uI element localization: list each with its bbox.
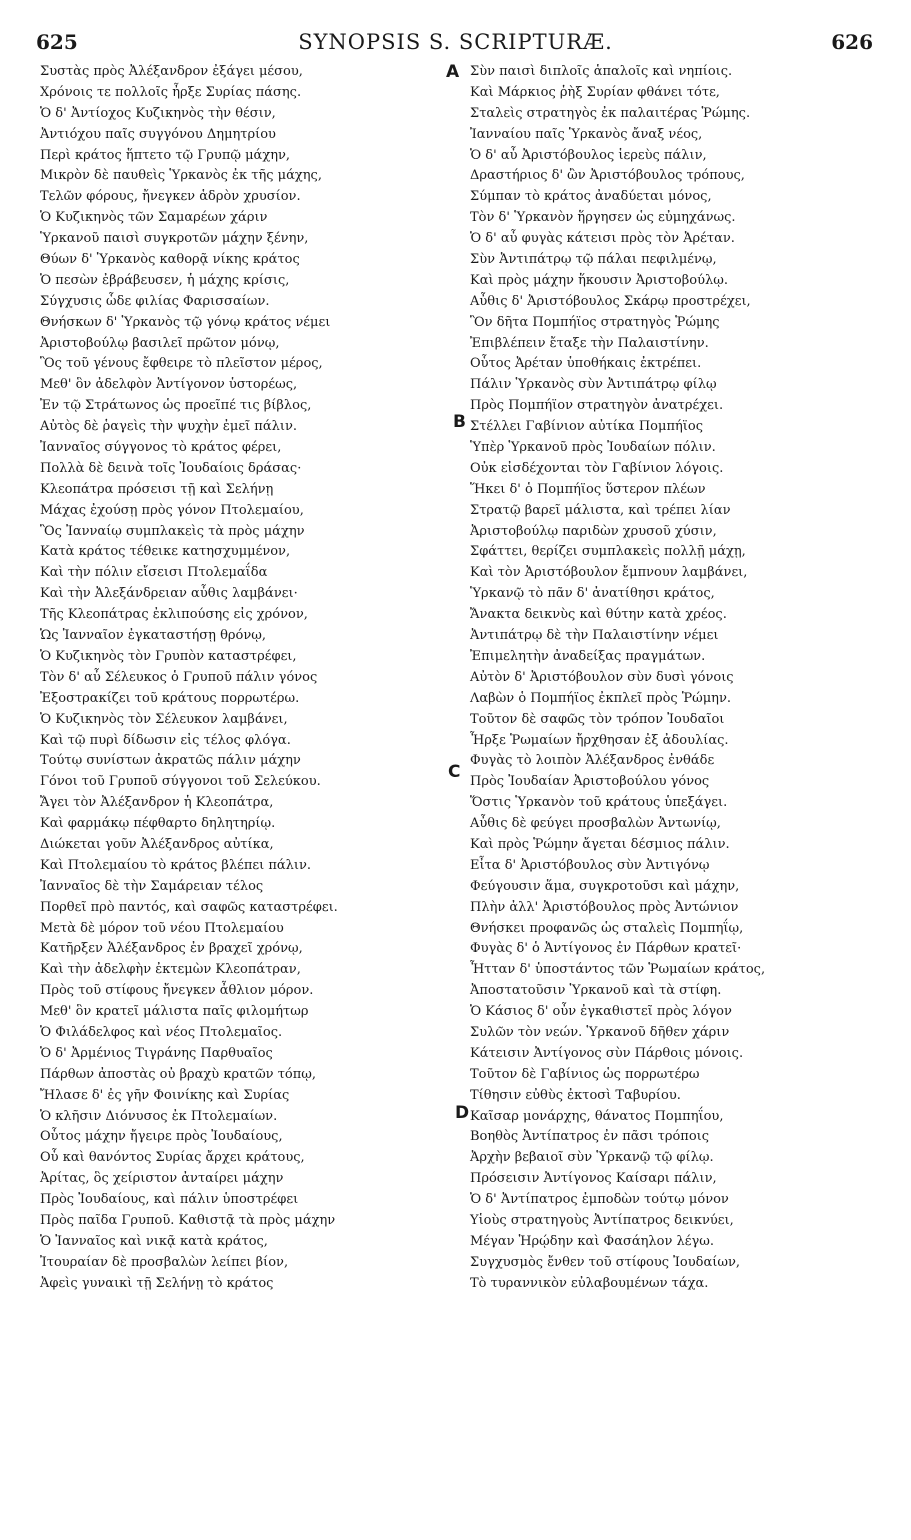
verse-line: Καὶ πρὸς μάχην ἥκουσιν Ἀριστοβούλῳ. [470, 272, 728, 288]
verse-line: Ἀντιόχου παῖς συγγόνου Δημητρίου [40, 126, 276, 142]
verse-line: Ἦτταν δ' ὑποστάντος τῶν Ῥωμαίων κράτος, [470, 962, 766, 978]
verse-line: Σὺν Ἀντιπάτρῳ τῷ πάλαι πεφιλμένῳ, [470, 252, 717, 268]
verse-line: Ἰανναῖος σύγγονος τὸ κράτος φέρει, [40, 440, 282, 456]
verse-line: Μέγαν Ἡρῴδην καὶ Φασάηλον λέγω. [470, 1233, 715, 1249]
verse-line: Ἐν τῷ Στράτωνος ὡς προεῖπέ τις βίβλος, [40, 398, 312, 414]
verse-line: Ἰανναῖος δὲ τὴν Σαμάρειαν τέλος [40, 878, 264, 894]
verse-line: Αὐτὸς δὲ ῥαγεὶς τὴν ψυχὴν ἐμεῖ πάλιν. [40, 419, 297, 435]
verse-line: Οὗτος Ἀρέταν ὑποθήκαις ἐκτρέπει. [470, 356, 702, 372]
verse-line: Τὸ τυραννικὸν εὐλαβουμένων τάχα. [470, 1275, 709, 1291]
verse-line: Συγχυσμὸς ἔνθεν τοῦ στίφους Ἰουδαίων, [470, 1254, 740, 1270]
verse-line: Καὶ Πτολεμαίου τὸ κράτος βλέπει πάλιν. [40, 857, 312, 873]
verse-line: Λαβὼν ὁ Πομπήϊος ἐκπλεῖ πρὸς Ῥώμην. [470, 690, 731, 706]
verse-line: Σφάττει, θερίζει συμπλακεὶς πολλῇ μάχῃ, [470, 544, 746, 560]
section-marker-d: D [455, 1103, 470, 1123]
verse-line: Σὺν παισὶ διπλοῖς ἁπαλοῖς καὶ νηπίοις. [470, 64, 733, 79]
verse-line: Θνήσκει προφανῶς ὡς σταλεὶς Πομπηΐῳ, [470, 920, 744, 936]
verse-line: Βοηθὸς Ἀντίπατρος ἐν πᾶσι τρόποις [470, 1129, 710, 1145]
verse-line: Τελῶν φόρους, ἤνεγκεν ἁδρὸν χρυσίον. [40, 189, 301, 205]
verse-line: Φυγὰς τὸ λοιπὸν Ἀλέξανδρος ἐνθάδε [470, 753, 715, 769]
verse-line: Μικρὸν δὲ παυθεὶς Ὑρκανὸς ἐκ τῆς μάχης, [40, 168, 322, 184]
verse-line: Καὶ Μάρκιος ῥὴξ Συρίαν φθάνει τότε, [470, 84, 720, 100]
section-marker-a: A [446, 62, 460, 82]
verse-line: Αὐτὸν δ' Ἀριστόβουλον σὺν δυσὶ γόνοις [470, 669, 734, 685]
verse-line: Τοῦτον δὲ σαφῶς τὸν τρόπον Ἰουδαῖοι [470, 711, 725, 727]
verse-line: Πρὸς Πομπήϊον στρατηγὸν ἀνατρέχει. [470, 398, 724, 414]
verse-line: Φεύγουσιν ἅμα, συγκροτοῦσι καὶ μάχην, [470, 878, 740, 894]
verse-line: Ὁ Κυζικηνὸς τῶν Σαμαρέων χάριν [40, 210, 268, 226]
verse-line: Ἥκει δ' ὁ Πομπήϊος ὕστερον πλέων [470, 481, 706, 497]
verse-line: Ὁ Κυζικηνὸς τὸν Σέλευκον λαμβάνει, [40, 711, 288, 727]
verse-line: Κατὰ κράτος τέθεικε κατησχυμμένον, [40, 544, 291, 560]
verse-line: Ὁ κλῆσιν Διόνυσος ἐκ Πτολεμαίων. [40, 1108, 278, 1124]
verse-line: Ὁ δ' Ἀντίοχος Κυζικηνὸς τὴν θέσιν, [40, 105, 276, 121]
verse-line: Πρὸς τοῦ στίφους ἤνεγκεν ἆθλιον μόρον. [40, 983, 314, 999]
verse-line: Γόνοι τοῦ Γρυποῦ σύγγονοι τοῦ Σελεύκου. [40, 774, 321, 790]
verse-line: Υἱοὺς στρατηγοὺς Ἀντίπατρος δεικνύει, [470, 1212, 734, 1228]
verse-line: Καὶ τὴν πόλιν εἴσεισι Πτολεμαΐδα [40, 565, 268, 581]
verse-line: Ἐπιβλέπειν ἔταξε τὴν Παλαιστίνην. [470, 335, 709, 351]
verse-line: Ἀντιπάτρῳ δὲ τὴν Παλαιστίνην νέμει [470, 628, 719, 644]
verse-line: Τοῦτον δὲ Γαβίνιος ὡς πορρωτέρω [470, 1066, 700, 1082]
verse-line: Δραστήριος δ' ὢν Ἀριστόβουλος τρόπους, [470, 168, 745, 184]
running-title: SYNOPSIS S. SCRIPTURÆ. [298, 30, 613, 54]
verse-line: Τίθησιν εὐθὺς ἐκτοσὶ Ταβυρίου. [470, 1087, 681, 1103]
verse-line: Ὁ δ' Ἀντίπατρος ἐμποδὼν τούτῳ μόνον [470, 1192, 729, 1208]
verse-line: Μεθ' ὃν κρατεῖ μάλιστα παῖς φιλομήτωρ [40, 1004, 309, 1020]
verse-line: Στρατῷ βαρεῖ μάλιστα, καὶ τρέπει λίαν [470, 502, 731, 518]
verse-line: Τῆς Κλεοπάτρας ἐκλιπούσης εἰς χρόνον, [40, 607, 308, 623]
verse-line: Ἄνακτα δεικνὺς καὶ θύτην κατὰ χρέος. [470, 607, 727, 623]
verse-line: Οὗ καὶ θανόντος Συρίας ἄρχει κράτους, [40, 1150, 305, 1166]
verse-line: Καὶ φαρμάκῳ πέφθαρτο δηλητηρίῳ. [40, 816, 276, 832]
verse-line: Μεθ' ὃν ἀδελφὸν Ἀντίγονον ὑστορέως, [40, 377, 298, 393]
right-column [470, 62, 880, 1295]
verse-line: Συλῶν τὸν νεών. Ὑρκανοῦ δῆθεν χάριν [470, 1024, 730, 1040]
verse-line: Ἀρχὴν βεβαιοῖ σὺν Ὑρκανῷ τῷ φίλῳ. [470, 1150, 714, 1166]
verse-line: Πάλιν Ὑρκανὸς σὺν Ἀντιπάτρῳ φίλῳ [470, 377, 717, 393]
verse-line: Πρὸς Ἰουδαίαν Ἀριστοβούλου γόνος [470, 774, 710, 790]
verse-line: Μάχας ἐχούσῃ πρὸς γόνον Πτολεμαίου, [40, 502, 304, 518]
verse-line: Τὸν δ' αὖ Σέλευκος ὁ Γρυποῦ πάλιν γόνος [40, 669, 318, 685]
verse-line: Περὶ κράτος ἥπτετο τῷ Γρυπῷ μάχην, [40, 147, 291, 163]
verse-line: Ἀρίτας, ὃς χείριστον ἀνταίρει μάχην [40, 1171, 284, 1187]
verse-line: Θύων δ' Ὑρκανὸς καθορᾷ νίκης κράτος [40, 252, 300, 268]
verse-line: Ὃς Ἰανναίῳ συμπλακεὶς τὰ πρὸς μάχην [40, 523, 305, 539]
section-marker-c: C [448, 762, 461, 782]
right-page-number: 626 [831, 30, 873, 54]
verse-line: Ὁ δ' αὖ φυγὰς κάτεισι πρὸς τὸν Ἀρέταν. [470, 231, 735, 247]
verse-line: Ὑρκανῷ τὸ πᾶν δ' ἀνατίθησι κράτος, [470, 586, 715, 602]
verse-line: Φυγὰς δ' ὁ Ἀντίγονος ἐν Πάρθων κρατεῖ· [470, 941, 742, 957]
verse-line: Ἄγει τὸν Ἀλέξανδρον ἡ Κλεοπάτρα, [40, 795, 274, 811]
verse-line: Ἀποστατοῦσιν Ὑρκανοῦ καὶ τὰ στίφη. [470, 983, 722, 999]
left-page-number: 625 [36, 30, 78, 54]
verse-line: Καὶ τῷ πυρὶ δίδωσιν εἰς τέλος φλόγα. [40, 732, 291, 748]
verse-line: Ὁ πεσὼν ἐβράβευσεν, ἡ μάχης κρίσις, [40, 272, 290, 288]
verse-line: Καὶ τὴν Ἀλεξάνδρειαν αὖθις λαμβάνει· [40, 586, 298, 602]
verse-line: Ὅστις Ὑρκανὸν τοῦ κράτους ὑπεξάγει. [470, 795, 728, 811]
verse-line: Στέλλει Γαβίνιον αὐτίκα Πομπήϊος [470, 419, 703, 435]
verse-line: Πρὸς παῖδα Γρυποῦ. Καθιστᾷ τὰ πρὸς μάχην [40, 1212, 336, 1228]
section-marker-b: B [453, 412, 466, 432]
verse-line: Θνήσκων δ' Ὑρκανὸς τῷ γόνῳ κράτος νέμει [40, 314, 331, 330]
verse-line: Σταλεὶς στρατηγὸς ἐκ παλαιτέρας Ῥώμης. [470, 105, 751, 121]
verse-line: Οὗτος μάχην ἤγειρε πρὸς Ἰουδαίους, [40, 1129, 283, 1145]
verse-line: Ἀφεὶς γυναικὶ τῇ Σελήνῃ τὸ κράτος [40, 1275, 274, 1291]
verse-line: Πάρθων ἀποστὰς οὐ βραχὺ κρατῶν τόπῳ, [40, 1066, 317, 1082]
verse-line: Ὁ δ' Ἀρμένιος Τιγράνης Παρθυαῖος [40, 1045, 273, 1061]
verse-line: Καῖσαρ μονάρχης, θάνατος Πομπηΐου, [470, 1108, 724, 1124]
verse-line: Κλεοπάτρα πρόσεισι τῇ καὶ Σελήνῃ [40, 481, 274, 497]
verse-line: Ἐπιμελητὴν ἀναδείξας πραγμάτων. [470, 648, 706, 664]
verse-line: Κάτεισιν Ἀντίγονος σὺν Πάρθοις μόνοις. [470, 1045, 744, 1061]
verse-line: Ἦρξε Ῥωμαίων ἤρχθησαν ἐξ ἀδουλίας. [470, 732, 729, 748]
verse-line: Ὁ Κάσιος δ' οὖν ἐγκαθιστεῖ πρὸς λόγον [470, 1004, 732, 1020]
verse-line: Μετὰ δὲ μόρον τοῦ νέου Πτολεμαίου [40, 920, 284, 936]
verse-line: Ὃν δῆτα Πομπήϊος στρατηγὸς Ῥώμης [470, 314, 720, 330]
verse-line: Ὡς Ἰανναῖον ἐγκαταστήσῃ θρόνῳ, [40, 628, 267, 644]
verse-line: Τούτῳ συνίστων ἀκρατῶς πάλιν μάχην [40, 753, 301, 769]
verse-line: Ὑπὲρ Ὑρκανοῦ πρὸς Ἰουδαίων πόλιν. [470, 440, 716, 456]
verse-line: Πορθεῖ πρὸ παντός, καὶ σαφῶς καταστρέφει. [40, 899, 338, 915]
verse-line: Σύμπαν τὸ κράτος ἀναδύεται μόνος, [470, 189, 712, 205]
verse-line: Οὐκ εἰσδέχονται τὸν Γαβίνιον λόγοις. [470, 460, 724, 476]
left-column [40, 62, 445, 1295]
verse-line: Κατῆρξεν Ἀλέξανδρος ἐν βραχεῖ χρόνῳ, [40, 941, 303, 957]
verse-line: Ἰανναίου παῖς Ὑρκανὸς ἄναξ νέος, [470, 126, 703, 142]
verse-line: Ὁ Φιλάδελφος καὶ νέος Πτολεμαῖος. [40, 1024, 283, 1040]
verse-line: Ὁ Ἰανναῖος καὶ νικᾷ κατὰ κράτος, [40, 1233, 268, 1249]
verse-line: Σύγχυσις ὧδε φιλίας Φαρισσαίων. [40, 293, 270, 309]
verse-line: Ἤλασε δ' ἐς γῆν Φοινίκης καὶ Συρίας [40, 1087, 290, 1103]
verse-line: Πρὸς Ἰουδαίους, καὶ πάλιν ὑποστρέφει [40, 1192, 299, 1208]
verse-line: Αὖθις δ' Ἀριστόβουλος Σκάρῳ προστρέχει, [470, 293, 751, 309]
verse-line: Καὶ τὴν ἀδελφὴν ἐκτεμὼν Κλεοπάτραν, [40, 962, 301, 978]
verse-line: Ὑρκανοῦ παισὶ συγκροτῶν μάχην ξένην, [40, 231, 309, 247]
verse-line: Πλὴν ἀλλ' Ἀριστόβουλος πρὸς Ἀντώνιον [470, 899, 739, 915]
verse-line: Αὖθις δὲ φεύγει προσβαλὼν Ἀντωνίῳ, [470, 816, 721, 832]
page-header [0, 30, 911, 58]
verse-line: Ὁ Κυζικηνὸς τὸν Γρυπὸν καταστρέφει, [40, 648, 297, 664]
verse-line: Ἀριστοβούλῳ παριδὼν χρυσοῦ χύσιν, [470, 523, 717, 539]
verse-line: Καὶ τὸν Ἀριστόβουλον ἔμπνουν λαμβάνει, [470, 565, 748, 581]
verse-line: Πρόσεισιν Ἀντίγονος Καίσαρι πάλιν, [470, 1171, 717, 1187]
verse-line: Εἶτα δ' Ἀριστόβουλος σὺν Ἀντιγόνῳ [470, 857, 710, 873]
verse-line: Ὃς τοῦ γένους ἔφθειρε τὸ πλεῖστον μέρος, [40, 356, 323, 372]
verse-line: Ἀριστοβούλῳ βασιλεῖ πρῶτον μόνῳ, [40, 335, 280, 351]
verse-line: Συστὰς πρὸς Ἀλέξανδρον ἐξάγει μέσου, [40, 64, 303, 79]
verse-line: Καὶ πρὸς Ῥώμην ἄγεται δέσμιος πάλιν. [470, 836, 730, 852]
verse-line: Τὸν δ' Ὑρκανὸν ἥργησεν ὡς εὐμηχάνως. [470, 210, 736, 226]
verse-line: Ἐξοστρακίζει τοῦ κράτους πορρωτέρω. [40, 690, 300, 706]
verse-line: Πολλὰ δὲ δεινὰ τοῖς Ἰουδαίοις δράσας· [40, 460, 302, 476]
verse-line: Ὁ δ' αὖ Ἀριστόβουλος ἱερεὺς πάλιν, [470, 147, 707, 163]
verse-line: Ἰτουραίαν δὲ προσβαλὼν λείπει βίον, [40, 1254, 289, 1270]
verse-line: Χρόνοις τε πολλοῖς ἦρξε Συρίας πάσης. [40, 84, 302, 100]
verse-line: Διώκεται γοῦν Ἀλέξανδρος αὐτίκα, [40, 836, 274, 852]
